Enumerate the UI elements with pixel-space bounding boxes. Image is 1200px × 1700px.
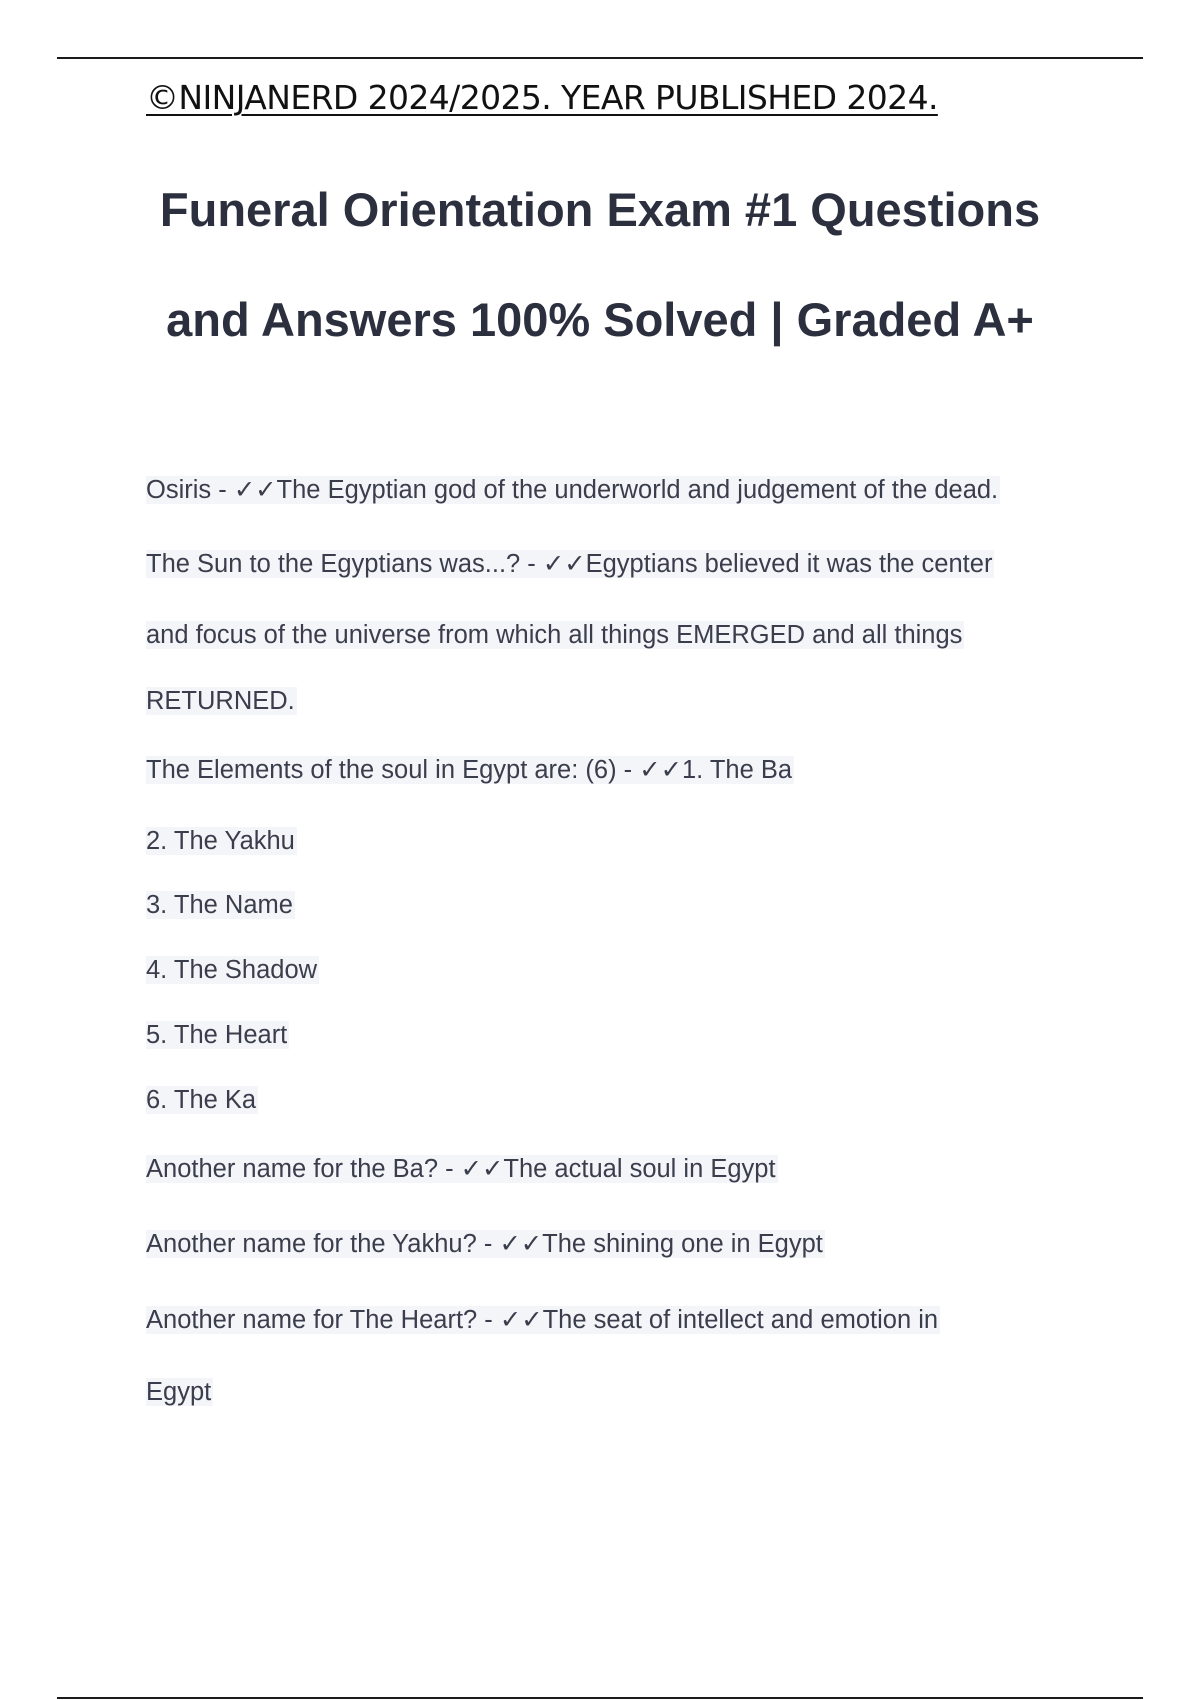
qa-line-text: Another name for the Yakhu? - ✓✓The shining one in Egypt [146, 1230, 823, 1258]
qa-line-text: 4. The Shadow [146, 956, 318, 984]
qa-line [146, 684, 297, 718]
qa-line-text: 5. The Heart [146, 1021, 288, 1049]
qa-line [146, 1018, 289, 1052]
qa-line [146, 547, 994, 581]
qa-line-text: and focus of the universe from which all things EMERGED and all things [146, 621, 963, 649]
qa-line [146, 824, 297, 858]
qa-line [146, 1375, 213, 1409]
qa-line-text: Egypt [146, 1378, 212, 1406]
qa-line-text: Another name for the Ba? - ✓✓The actual soul in Egypt [146, 1155, 776, 1183]
qa-line [146, 618, 964, 652]
qa-line-text: RETURNED. [146, 687, 295, 715]
qa-line [146, 473, 1000, 507]
bottom-rule [57, 1697, 1143, 1699]
qa-line [146, 753, 794, 787]
document-title-line-1: Funeral Orientation Exam #1 Questions [159, 183, 1041, 236]
qa-line-text: 6. The Ka [146, 1086, 257, 1114]
qa-line [146, 1303, 940, 1337]
copyright-header: ©NINJANERD 2024/2025. YEAR PUBLISHED 2024. [146, 78, 938, 117]
qa-line-text: Another name for The Heart? - ✓✓The seat of intellect and emotion in [146, 1306, 939, 1334]
document-title-line-2: and Answers 100% Solved | Graded A+ [166, 293, 1034, 346]
qa-line-text: Osiris - ✓✓The Egyptian god of the underworld and judgement of the dead. [146, 476, 999, 504]
qa-line [146, 1152, 778, 1186]
top-rule [57, 57, 1143, 59]
qa-line-text: The Elements of the soul in Egypt are: (6) - ✓✓1. The Ba [146, 756, 793, 784]
qa-line-text: The Sun to the Egyptians was...? - ✓✓Egyptians believed it was the center [146, 550, 993, 578]
qa-line [146, 953, 319, 987]
qa-line [146, 888, 295, 922]
qa-line [146, 1227, 825, 1261]
qa-line [146, 1083, 258, 1117]
qa-line-text: 2. The Yakhu [146, 827, 295, 855]
qa-line-text: 3. The Name [146, 891, 293, 919]
